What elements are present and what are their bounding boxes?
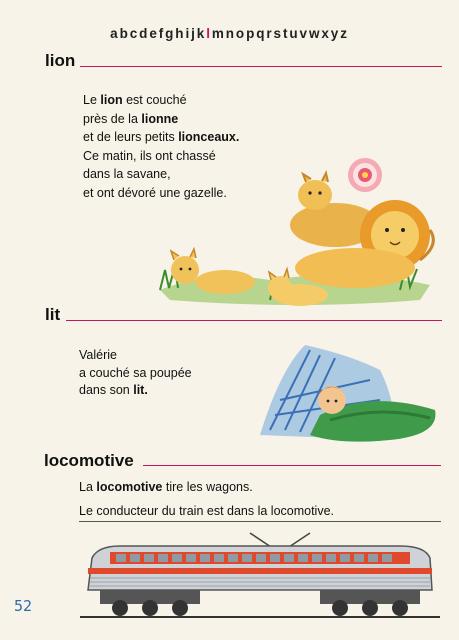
alphabet-letter-e: e	[149, 26, 159, 41]
text-lit	[79, 347, 192, 400]
entry-word-locomotive: locomotive	[44, 451, 134, 470]
alphabet-letter-w: w	[308, 26, 322, 41]
alphabet-letter-b: b	[119, 26, 130, 41]
alphabet-letter-u: u	[289, 26, 300, 41]
entry-word-lion: lion	[45, 51, 76, 70]
page-number: 52	[14, 597, 33, 615]
alphabet-letter-h: h	[175, 26, 186, 41]
alphabet-letter-p: p	[246, 26, 257, 41]
text-line: Le lion est couché	[83, 93, 187, 107]
alphabet-letter-g: g	[165, 26, 176, 41]
alphabet-letter-i: i	[185, 26, 192, 41]
lions-illustration	[150, 150, 445, 320]
sentence-locomotive-1: La locomotive tire les wagons.	[79, 480, 253, 494]
text-line: dans la savane,	[83, 167, 171, 181]
alphabet-letter-k: k	[196, 26, 207, 41]
text-line: dans son lit.	[79, 383, 148, 397]
alphabet-letter-x: x	[321, 26, 331, 41]
text-line: Valérie	[79, 348, 117, 362]
alphabet-letter-l: l	[206, 26, 212, 41]
alphabet-letter-c: c	[129, 26, 140, 41]
entry-rule-locomotive	[143, 465, 441, 466]
alphabet-letter-a: a	[110, 26, 120, 41]
alphabet-letter-v: v	[299, 26, 309, 41]
keyword: lion	[100, 93, 123, 107]
alphabet-letter-m: m	[211, 26, 226, 41]
alphabet-letter-r: r	[266, 26, 274, 41]
keyword: lionne	[141, 111, 179, 126]
keyword: locomotive	[96, 480, 163, 494]
alphabet-letter-q: q	[256, 26, 267, 41]
bed-doll-illustration	[240, 340, 445, 445]
entry-rule-lion	[80, 66, 442, 67]
entry-word-lit: lit	[45, 305, 61, 324]
writing-line	[79, 521, 441, 522]
alphabet-letter-d: d	[139, 26, 150, 41]
alphabet-letter-j: j	[191, 26, 197, 41]
text-line: a couché sa poupée	[79, 365, 192, 380]
text-line: et de leurs petits lionceaux.	[83, 130, 240, 144]
locomotive-illustration	[80, 528, 440, 623]
alphabet-letter-y: y	[330, 26, 341, 41]
text-line: et ont dévoré une gazelle.	[83, 185, 227, 200]
alphabet-letter-s: s	[273, 26, 283, 41]
alphabet-header	[0, 26, 459, 41]
keyword: lit.	[133, 383, 148, 397]
text-line: près de la lionne	[83, 111, 179, 126]
alphabet-letter-z: z	[340, 26, 349, 41]
alphabet-letter-f: f	[158, 26, 166, 41]
alphabet-letter-o: o	[235, 26, 247, 41]
keyword: lionceaux.	[178, 130, 240, 144]
sentence-locomotive-2: Le conducteur du train est dans la locomotive.	[79, 504, 335, 518]
entry-rule-lit	[66, 320, 442, 321]
alphabet-letter-n: n	[225, 26, 236, 41]
text-line: Ce matin, ils ont chassé	[83, 148, 216, 163]
alphabet-letter-t: t	[282, 26, 290, 41]
